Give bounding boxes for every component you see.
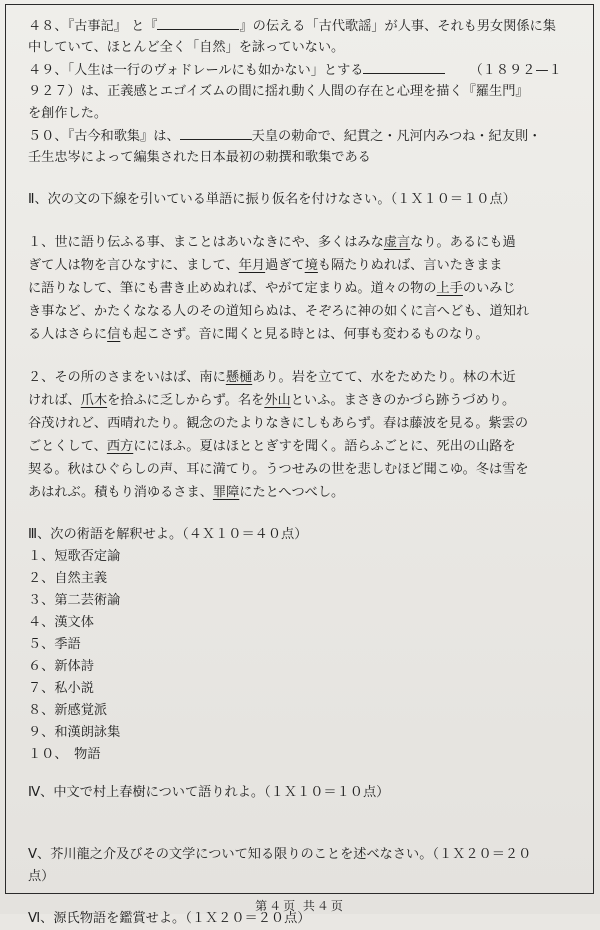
q50-blank <box>180 125 252 140</box>
q48-text-a: ４８、『古事記』 と『 <box>28 19 158 34</box>
q50-text-b: 天皇の勅命で、紀貫之・凡河内みつね・紀友則・ <box>251 129 542 144</box>
p2-l3: 谷茂けれど、西晴れたり。観念のたよりなきにしもあらず。春は藤波を見る。紫雲の <box>28 416 529 431</box>
p2-l2-b: を拾ふに乏しからず。名を <box>107 393 265 408</box>
underlined-word: 境 <box>304 258 318 273</box>
term-item: ２、自然主義 <box>28 571 108 586</box>
section2-heading: Ⅱ、次の文の下線を引いている単語に振り仮名を付けなさい。（１Ｘ１０＝１０点） <box>28 192 516 207</box>
q48-text-c: 中していて、ほとんど全く「自然」を詠っていない。 <box>28 40 345 55</box>
q49-blank <box>363 59 445 74</box>
p1-l2-b: 過ぎて <box>265 258 305 273</box>
term-item: ５、季語 <box>28 637 81 652</box>
q49-text-d: を創作した。 <box>28 106 108 121</box>
p2-l6-a: あはれぶ。積もり消ゆるさま、 <box>28 485 213 500</box>
section3 <box>28 524 581 766</box>
question-48 <box>28 15 581 59</box>
q50-text-a: ５０、『古今和歌集』は、 <box>28 129 180 144</box>
section5-heading-line1: Ⅴ、芥川龍之介及びその文学について知る限りのことを述べなさい。（１Ｘ２０＝２０ <box>28 847 532 862</box>
p2-l4-b: ににほふ。夏はほととぎすを聞く。語らふごとに、死出の山路を <box>133 439 516 454</box>
question-50 <box>28 125 581 169</box>
section3-heading: Ⅲ、次の術語を解釈せよ。（４Ｘ１０＝４０点） <box>28 527 308 542</box>
underlined-word: 罪障 <box>212 485 240 500</box>
p2-l2-c: といふ。まさきのかづら跡うづめり。 <box>290 393 516 408</box>
p1-l2-c: も隔たりぬれば、言いたきまま <box>317 258 503 273</box>
term-item: ３、第二芸術論 <box>28 593 121 608</box>
q49-text-c: ９２７）は、正義感とエゴイズムの間に揺れ動く人間の存在と心理を描く『羅生門』 <box>28 84 529 99</box>
p2-l6-b: にたとへつべし。 <box>239 485 345 500</box>
p1-l1-b: なり。あるにも過 <box>410 235 516 250</box>
underlined-word: 外山 <box>264 393 291 408</box>
term-item: １０、 物語 <box>28 747 101 762</box>
question-49 <box>28 59 581 125</box>
p2-l5: 契る。秋はひぐらしの声、耳に満てり。うつせみの世を悲しむほど聞こゆ。冬は雪を <box>28 462 529 477</box>
page-footer: 第４页 共４页 <box>255 899 345 913</box>
p2-l2-a: ければ、 <box>28 393 81 408</box>
section6-heading: Ⅵ、源氏物語を鑑賞せよ。（１Ｘ２０＝２０点） <box>28 911 311 926</box>
section5-heading-line2: 点） <box>28 869 55 884</box>
section4-heading: Ⅳ、中文で村上春樹について語りれよ。（１Ｘ１０＝１０点） <box>28 785 390 800</box>
underlined-word: 上手 <box>436 281 463 296</box>
q48-text-b: 』の伝える「古代歌謡」が人事、それも男女関係に集 <box>239 19 556 34</box>
section2-passage-2 <box>28 366 581 504</box>
underlined-word: 信 <box>107 327 121 342</box>
p1-l3-b: のいみじ <box>462 281 516 296</box>
q50-text-c: 壬生忠岑によって編集された日本最初の勅撰和歌集である <box>28 150 371 165</box>
p1-l5-b: も起こさず。音に聞くと見る時とは、何事も変わるものなり。 <box>120 327 489 342</box>
term-item: ７、私小説 <box>28 681 94 696</box>
q49-text-b: （１８９２—１ <box>469 63 562 78</box>
underlined-word: 西方 <box>106 439 134 454</box>
term-item: １、短歌否定論 <box>28 549 121 564</box>
underlined-word: 年月 <box>238 258 266 273</box>
p1-l5-a: る人はさらに <box>28 327 108 342</box>
underlined-word: 爪木 <box>80 393 108 408</box>
p1-l1-a: １、世に語り伝ふる事、まことはあいなきにや、多くはみな <box>28 235 384 250</box>
q49-text-a: ４９、「人生は一行のヴォドレールにも如かない」とする <box>28 63 364 78</box>
term-item: ９、和漢朗詠集 <box>28 725 121 740</box>
term-item: ４、漢文体 <box>28 615 94 630</box>
q48-blank <box>157 15 239 30</box>
p1-l2-a: ぎて人は物を言ひなすに、まして、 <box>28 258 239 273</box>
term-item: ６、新体詩 <box>28 659 94 674</box>
underlined-word: 虚言 <box>383 235 411 250</box>
p1-l4: き事など、かたくななる人のその道知らぬは、そぞろに神の如くに言へども、道知れ <box>28 304 530 319</box>
underlined-word: 懸樋 <box>225 370 253 385</box>
p2-l1-a: ２、その所のさまをいはば、南に <box>28 370 226 385</box>
p2-l4-a: ごとくして、 <box>28 439 107 454</box>
p2-l1-b: あり。岩を立てて、水をためたり。林の木近 <box>252 370 516 385</box>
p1-l3-a: に語りなして、筆にも書き止めぬれば、やがて定まりぬ。道々の物の <box>28 281 437 296</box>
term-item: ８、新感覚派 <box>28 703 108 718</box>
section2-passage-1 <box>28 231 581 346</box>
